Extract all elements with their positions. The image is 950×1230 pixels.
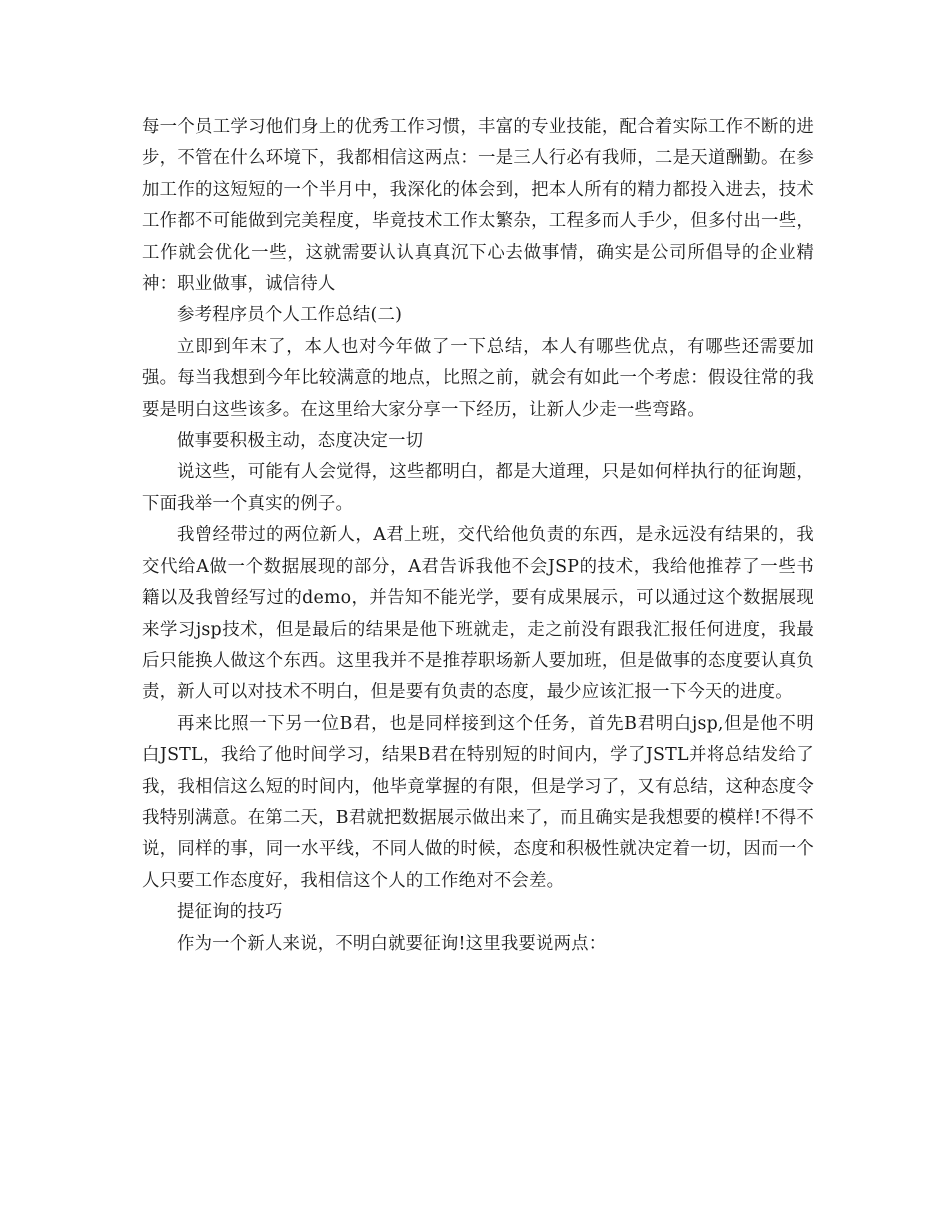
paragraph: 我曾经带过的两位新人，A君上班，交代给他负责的东西，是永远没有结果的，我交代给A做一个数据展现的部分，A君告诉我他不会JSP的技术，我给他推荐了一些书籍以及我曾经写过的demo，并告知不能光学，要有成果展示，可以通过这个数据展现来学习jsp技术，但是最后的结果是他下班就走，走之前没有跟我汇报任何进度，我最后只能换人做这个东西。这里我并不是推荐职场新人要加班，但是做事的态度要认真负责，新人可以对技术不明白，但是要有负责的态度，最少应该汇报一下今天的进度。: [142, 525, 814, 703]
paragraph: 说这些，可能有人会觉得，这些都明白，都是大道理，只是如何样执行的征询题，下面我举一个真实的例子。: [142, 462, 814, 514]
paragraph: 立即到年末了，本人也对今年做了一下总结，本人有哪些优点，有哪些还需要加强。每当我想到今年比较满意的地点，比照之前，就会有如此一个考虑：假设往常的我要是明白这些该多。在这里给大家分享一下经历，让新人少走一些弯路。: [142, 336, 814, 420]
paragraph: 作为一个新人来说，不明白就要征询!这里我要说两点：: [177, 933, 607, 954]
section-heading: 提征询的技巧: [177, 902, 283, 923]
paragraph: 再来比照一下另一位B君，也是同样接到这个任务，首先B君明白jsp,但是他不明白JSTL，我给了他时间学习，结果B君在特别短的时间内，学了JSTL并将总结发给了我，我相信这么短的时间内，他毕竟掌握的有限，但是学习了，又有总结，这种态度令我特别满意。在第二天，B君就把数据展示做出来了，而且确实是我想要的模样!不得不说，同样的事，同一水平线，不同人做的时候，态度和积极性就决定着一切，因而一个人只要工作态度好，我相信这个人的工作绝对不会差。: [142, 713, 814, 891]
paragraph-continuation: 每一个员工学习他们身上的优秀工作习惯，丰富的专业技能，配合着实际工作不断的进步，不管在什么环境下，我都相信这两点：一是三人行必有我师，二是天道酬勤。在参加工作的这短短的一个半月中，我深化的体会到，把本人所有的精力都投入进去，技术工作都不可能做到完美程度，毕竟技术工作太繁杂，工程多而人手少，但多付出一些，工作就会优化一些，这就需要认认真真沉下心去做事情，确实是公司所倡导的企业精神：职业做事，诚信待人: [142, 117, 814, 295]
section-title: 参考程序员个人工作总结(二): [177, 305, 403, 326]
document-page: [142, 112, 814, 960]
section-heading: 做事要积极主动，态度决定一切: [177, 431, 424, 452]
